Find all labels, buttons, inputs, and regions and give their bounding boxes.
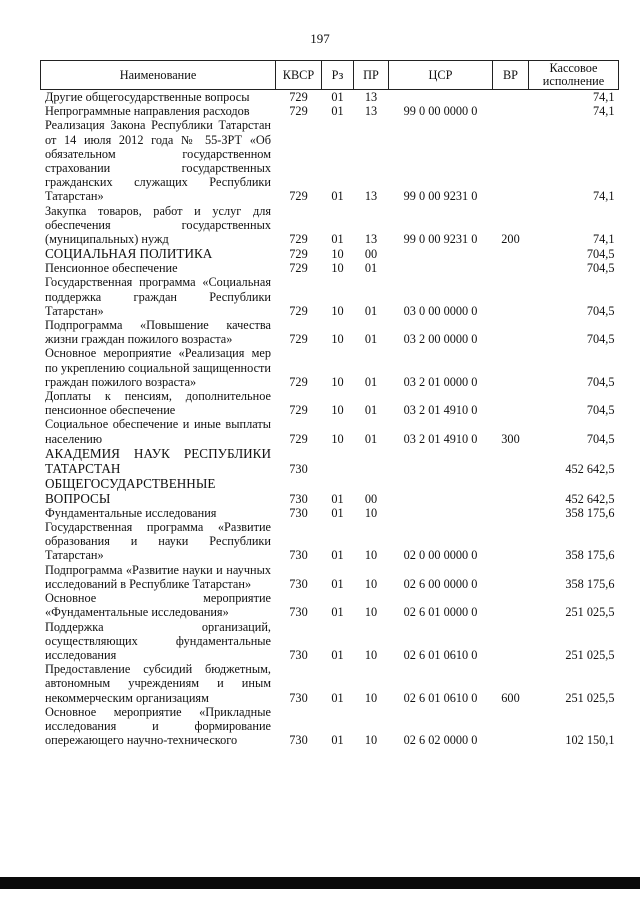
row-kvsr: 729 <box>289 332 308 347</box>
row-pr: 00 <box>364 491 378 506</box>
row-pr: 13 <box>364 232 378 247</box>
row-rz: 10 <box>331 247 344 262</box>
row-vr <box>493 620 529 663</box>
row-kvsr: 730 <box>289 647 308 662</box>
row-pr <box>354 446 389 476</box>
row-name: Поддержка организаций, осуществляющих фундаментальные исследования <box>45 619 271 662</box>
row-csr: 02 6 01 0610 0 <box>403 647 478 662</box>
row-pr: 10 <box>364 548 378 563</box>
table-row <box>41 346 619 389</box>
row-amount: 74,1 <box>592 232 615 247</box>
row-kvsr: 730 <box>289 491 308 506</box>
row-csr: 03 2 01 4910 0 <box>403 403 478 418</box>
row-rz: 01 <box>331 189 344 204</box>
row-csr: 99 0 00 0000 0 <box>403 104 478 119</box>
row-kvsr: 729 <box>289 189 308 204</box>
row-kvsr: 730 <box>289 733 308 748</box>
row-rz: 10 <box>331 303 344 318</box>
row-vr <box>493 346 529 389</box>
table-header-row <box>41 61 619 90</box>
row-amount: 358 175,6 <box>565 505 615 520</box>
table-row <box>41 417 619 445</box>
row-csr: 03 0 00 0000 0 <box>403 303 478 318</box>
row-pr: 10 <box>364 690 378 705</box>
row-pr: 13 <box>364 189 378 204</box>
row-vr <box>493 104 529 118</box>
header-csr: ЦСР <box>389 61 493 90</box>
row-pr: 13 <box>364 90 378 104</box>
row-amount: 704,5 <box>586 303 615 318</box>
row-pr: 01 <box>364 374 378 389</box>
table-row <box>41 705 619 748</box>
row-kvsr: 729 <box>289 431 308 446</box>
table-row <box>41 563 619 591</box>
row-csr: 99 0 00 9231 0 <box>403 189 478 204</box>
row-kvsr: 730 <box>289 505 308 520</box>
row-name: Государственная программа «Социальная поддержка граждан Республики Татарстан» <box>45 275 271 318</box>
row-csr <box>389 261 493 275</box>
table-row <box>41 662 619 705</box>
row-vr: 600 <box>501 690 520 705</box>
row-csr: 02 0 00 0000 0 <box>403 548 478 563</box>
row-name: Предоставление субсидий бюджетным, автономным учреждениям и иным некоммерческим организациям <box>45 662 271 705</box>
page-number: 197 <box>310 31 330 46</box>
row-vr <box>493 591 529 619</box>
row-name: Фундаментальные исследования <box>45 505 217 520</box>
row-kvsr: 730 <box>289 461 308 476</box>
row-rz: 01 <box>331 605 344 620</box>
table-row <box>41 520 619 563</box>
row-name: Подпрограмма «Повышение качества жизни граждан пожилого возраста» <box>45 318 271 347</box>
table-row <box>41 591 619 619</box>
row-name: Другие общегосударственные вопросы <box>45 90 250 104</box>
row-csr: 02 6 02 0000 0 <box>403 733 478 748</box>
row-vr <box>493 261 529 275</box>
row-vr <box>493 118 529 203</box>
row-kvsr: 729 <box>289 403 308 418</box>
row-vr <box>493 563 529 591</box>
row-rz: 10 <box>331 261 344 276</box>
row-rz: 10 <box>331 332 344 347</box>
row-amount: 452 642,5 <box>565 491 615 506</box>
header-pr: ПР <box>354 61 389 90</box>
row-pr: 10 <box>364 647 378 662</box>
row-amount: 704,5 <box>586 247 615 262</box>
row-vr <box>493 476 529 506</box>
row-kvsr: 730 <box>289 548 308 563</box>
row-rz: 01 <box>331 104 344 119</box>
table-row <box>41 90 619 105</box>
row-rz: 01 <box>331 491 344 506</box>
row-pr: 01 <box>364 431 378 446</box>
table-row <box>41 104 619 118</box>
row-vr <box>493 246 529 261</box>
row-vr <box>493 506 529 520</box>
table-row <box>41 318 619 346</box>
row-kvsr: 730 <box>289 605 308 620</box>
row-csr: 03 2 01 0000 0 <box>403 374 478 389</box>
row-csr <box>389 246 493 261</box>
table-row <box>41 204 619 247</box>
row-vr: 200 <box>501 232 520 247</box>
row-amount: 251 025,5 <box>565 605 615 620</box>
row-kvsr: 729 <box>289 261 308 276</box>
row-kvsr: 729 <box>289 247 308 262</box>
row-csr: 02 6 01 0000 0 <box>403 605 478 620</box>
row-name: Доплаты к пенсиям, дополнительное пенсионное обеспечение <box>45 389 271 418</box>
header-rz: Рз <box>322 61 354 90</box>
row-vr: 300 <box>501 431 520 446</box>
table-row <box>41 506 619 520</box>
row-rz: 10 <box>331 374 344 389</box>
row-name: Основное мероприятие «Фундаментальные исследования» <box>45 591 271 620</box>
header-amount: Кассовое исполнение <box>529 61 619 90</box>
row-name: ОБЩЕГОСУДАРСТВЕННЫЕ ВОПРОСЫ <box>45 475 216 506</box>
row-vr <box>493 705 529 748</box>
row-rz: 01 <box>331 690 344 705</box>
row-csr: 02 6 01 0610 0 <box>403 690 478 705</box>
row-kvsr: 729 <box>289 374 308 389</box>
table-row <box>41 476 619 506</box>
row-kvsr: 730 <box>289 576 308 591</box>
table-row <box>41 620 619 663</box>
row-amount: 704,5 <box>586 431 615 446</box>
row-kvsr: 729 <box>289 104 308 119</box>
row-amount: 704,5 <box>586 374 615 389</box>
row-name: Закупка товаров, работ и услуг для обеспечения государственных (муниципальных) нужд <box>45 203 271 247</box>
row-rz: 10 <box>331 431 344 446</box>
row-csr: 03 2 01 4910 0 <box>403 431 478 446</box>
table-row <box>41 261 619 275</box>
row-amount: 251 025,5 <box>565 647 615 662</box>
row-pr: 10 <box>364 576 378 591</box>
row-rz: 01 <box>331 548 344 563</box>
row-pr: 01 <box>364 261 378 276</box>
row-csr <box>389 506 493 520</box>
row-amount: 74,1 <box>592 189 615 204</box>
row-rz: 01 <box>331 647 344 662</box>
row-vr <box>493 520 529 563</box>
row-name: Основное мероприятие «Реализация мер по укреплению социальной защищенности граждан пожилого возраста» <box>45 346 271 389</box>
row-rz: 01 <box>331 505 344 520</box>
row-name: АКАДЕМИЯ НАУК РЕСПУБЛИКИ ТАТАРСТАН <box>45 445 271 476</box>
row-rz: 01 <box>331 733 344 748</box>
row-vr <box>493 90 529 105</box>
row-name: Подпрограмма «Развитие науки и научных исследований в Республике Татарстан» <box>45 562 271 591</box>
row-csr <box>389 90 493 105</box>
row-pr: 10 <box>364 733 378 748</box>
row-rz: 01 <box>331 232 344 247</box>
scan-border-bar <box>0 877 640 889</box>
row-amount: 704,5 <box>586 403 615 418</box>
row-name: Реализация Закона Республики Татарстан от 14 июля 2012 года № 55-ЗРТ «Об обязательном государственном страховании государственных гражданских служащих Республики Татарстан» <box>45 118 271 204</box>
row-pr: 00 <box>364 247 378 262</box>
row-name: Основное мероприятие «Прикладные исследования и формирование опережающего научно-технического <box>45 704 271 748</box>
row-kvsr: 729 <box>289 232 308 247</box>
row-rz: 01 <box>331 90 344 104</box>
row-pr: 01 <box>364 332 378 347</box>
row-amount: 358 175,6 <box>565 576 615 591</box>
header-kvsr: КВСР <box>276 61 322 90</box>
row-csr <box>389 476 493 506</box>
table-row <box>41 389 619 417</box>
row-amount: 74,1 <box>592 90 615 104</box>
row-vr <box>493 275 529 318</box>
row-rz: 01 <box>331 576 344 591</box>
table-row <box>41 446 619 476</box>
row-csr: 03 2 00 0000 0 <box>403 332 478 347</box>
row-pr: 01 <box>364 303 378 318</box>
row-name: Непрограммные направления расходов <box>45 104 250 119</box>
row-name: СОЦИАЛЬНАЯ ПОЛИТИКА <box>45 246 213 262</box>
table-row <box>41 246 619 261</box>
row-kvsr: 730 <box>289 690 308 705</box>
row-name: Пенсионное обеспечение <box>45 261 178 276</box>
row-amount: 74,1 <box>592 104 615 119</box>
row-vr <box>493 389 529 417</box>
row-vr <box>493 318 529 346</box>
table-row <box>41 118 619 203</box>
row-kvsr: 729 <box>289 90 308 104</box>
header-vr: ВР <box>493 61 529 90</box>
row-amount: 358 175,6 <box>565 548 615 563</box>
row-pr: 13 <box>364 104 378 119</box>
row-amount: 102 150,1 <box>565 733 615 748</box>
row-csr <box>389 446 493 476</box>
budget-execution-table <box>40 60 619 747</box>
row-vr <box>493 446 529 476</box>
row-name: Социальное обеспечение и иные выплаты населению <box>45 417 271 446</box>
row-pr: 10 <box>364 605 378 620</box>
header-name: Наименование <box>41 61 276 90</box>
row-amount: 452 642,5 <box>565 461 615 476</box>
row-kvsr: 729 <box>289 303 308 318</box>
row-csr: 99 0 00 9231 0 <box>403 232 478 247</box>
row-pr: 10 <box>364 505 378 520</box>
table-row <box>41 275 619 318</box>
row-amount: 704,5 <box>586 332 615 347</box>
row-amount: 704,5 <box>586 261 615 276</box>
row-rz: 10 <box>331 403 344 418</box>
row-name: Государственная программа «Развитие образования и науки Республики Татарстан» <box>45 520 271 563</box>
row-csr: 02 6 00 0000 0 <box>403 576 478 591</box>
row-amount: 251 025,5 <box>565 690 615 705</box>
row-rz <box>322 446 354 476</box>
row-pr: 01 <box>364 403 378 418</box>
